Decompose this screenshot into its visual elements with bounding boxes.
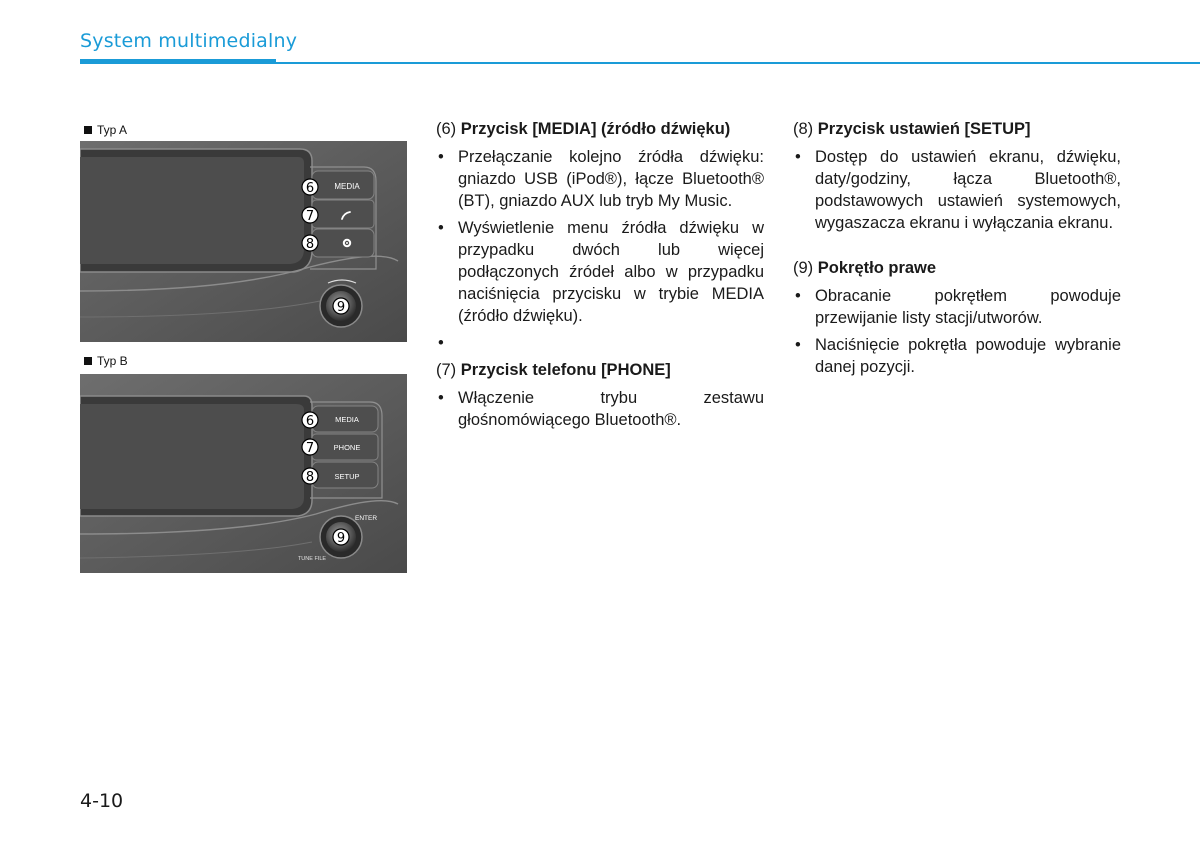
bullet-item: • Wyświetlenie menu źródła dźwięku w przypadku dwóch lub więcej podłączonych źródeł albo w przypadku naciśnięcia przycisku w trybie MEDIA (źródło dźwięku).	[436, 217, 764, 327]
screen	[80, 157, 304, 264]
bullet-item-empty	[436, 332, 764, 354]
figure-typ-a	[80, 141, 407, 342]
callout-9	[333, 529, 349, 546]
tune-file-label: TUNE FILE	[297, 556, 327, 562]
header-rule-accent	[80, 59, 276, 64]
text-column-2	[793, 118, 1121, 383]
phone-button-label: PHONE	[333, 443, 361, 452]
figure-label-b: Typ B	[84, 354, 128, 368]
svg-text:9: 9	[336, 300, 346, 315]
svg-text:8: 8	[305, 470, 315, 485]
square-bullet-icon	[84, 126, 92, 134]
section-9-heading: (9) Pokrętło prawe	[793, 259, 937, 277]
svg-text:9: 9	[336, 531, 346, 546]
callout-6	[302, 412, 318, 429]
section-8-heading: (8) Przycisk ustawień [SETUP]	[793, 120, 1031, 138]
section-title: System multimedialny	[80, 30, 298, 52]
bullet-item: • Przełączanie kolejno źródła dźwięku: gniazdo USB (iPod®), łącze Bluetooth® (BT), gniazdo AUX lub tryb My Music.	[436, 146, 764, 212]
media-button-label: MEDIA	[335, 415, 359, 424]
bullet-item: • Naciśnięcie pokrętła powoduje wybranie danej pozycji.	[793, 334, 1121, 378]
square-bullet-icon	[84, 357, 92, 365]
svg-text:7: 7	[305, 441, 315, 456]
svg-text:6: 6	[305, 181, 315, 196]
screen	[80, 404, 304, 509]
figure-typ-b	[80, 374, 407, 573]
gear-icon	[344, 240, 350, 246]
media-button-label: MEDIA	[334, 182, 360, 191]
section-6-heading: (6) Przycisk [MEDIA] (źródło dźwięku)	[436, 120, 731, 138]
svg-text:6: 6	[305, 414, 315, 429]
bullet-item: • Dostęp do ustawień ekranu, dźwięku, daty/godziny, łącza Bluetooth®, podstawowych ustawień systemowych, wygaszacza ekranu i wyłączania ekranu.	[793, 146, 1121, 234]
callout-9	[333, 298, 349, 315]
setup-button-label: SETUP	[334, 472, 360, 481]
callout-7	[302, 207, 318, 224]
phone-button[interactable]	[312, 200, 374, 228]
callout-8	[302, 235, 318, 252]
bullet-item: • Obracanie pokrętłem powoduje przewijanie listy stacji/utworów.	[793, 285, 1121, 329]
text-column-1	[436, 118, 764, 436]
svg-text:8: 8	[305, 237, 315, 252]
figure-label-a: Typ A	[84, 123, 127, 137]
enter-label: ENTER	[354, 515, 378, 522]
page-number: 4-10	[80, 790, 124, 812]
bullet-item: • Włączenie trybu zestawu głośnomówiącego Bluetooth®.	[436, 387, 764, 431]
svg-text:7: 7	[305, 209, 315, 224]
callout-7	[302, 439, 318, 456]
section-7-heading: (7) Przycisk telefonu [PHONE]	[436, 361, 671, 379]
callout-8	[302, 468, 318, 485]
callout-6	[302, 179, 318, 196]
